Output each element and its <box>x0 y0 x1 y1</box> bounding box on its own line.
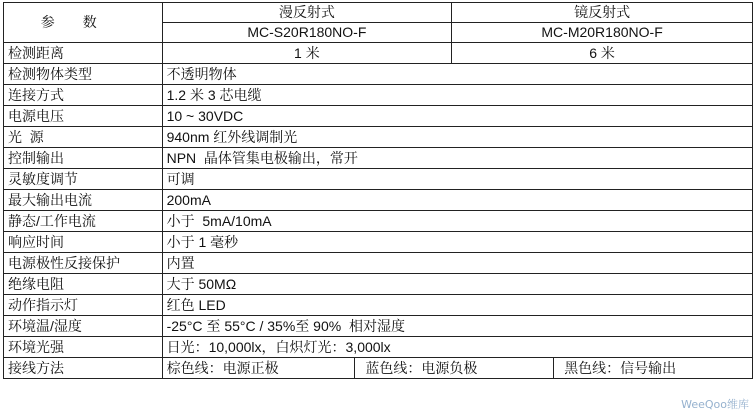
blue-wire-text: 蓝色线：电源负极 <box>355 358 554 378</box>
row-label: 电源电压 <box>4 106 163 127</box>
diffuse-distance-cell: 1 米 <box>162 43 452 64</box>
row-label: 动作指示灯 <box>4 295 163 316</box>
row-label: 环境光强 <box>4 337 163 358</box>
table-row <box>4 64 753 85</box>
table-row <box>4 127 753 148</box>
table-row <box>4 211 753 232</box>
row-value: 内置 <box>162 253 752 274</box>
row-label: 灵敏度调节 <box>4 169 163 190</box>
row-value: 不透明物体 <box>162 64 752 85</box>
row-value: 小于 1 毫秒 <box>162 232 752 253</box>
brown-wire-text: 棕色线：电源正极 <box>163 358 356 378</box>
table-row <box>4 232 753 253</box>
row-value: 940nm 红外线调制光 <box>162 127 752 148</box>
wiring-group <box>163 358 752 378</box>
black-wire-text: 黑色线：信号输出 <box>564 360 677 376</box>
mirror-type-header: 镜反射式 <box>452 3 753 23</box>
row-value: 小于 5mA/10mA <box>162 211 752 232</box>
table-row-wiring <box>4 358 753 379</box>
table-row <box>4 106 753 127</box>
row-label: 检测距离 <box>4 43 163 64</box>
table-row <box>4 295 753 316</box>
row-value: NPN 晶体管集电极输出，常开 <box>162 148 752 169</box>
row-label: 响应时间 <box>4 232 163 253</box>
param-header-cell: 参数 <box>4 3 163 43</box>
row-label: 绝缘电阻 <box>4 274 163 295</box>
row-label: 接线方法 <box>4 358 163 379</box>
row-value: 日光：10,000lx，白炽灯光：3,000lx <box>162 337 752 358</box>
row-label: 最大输出电流 <box>4 190 163 211</box>
row-value: 10 ~ 30VDC <box>162 106 752 127</box>
row-value: -25°C 至 55°C / 35%至 90% 相对湿度 <box>162 316 752 337</box>
row-label: 控制输出 <box>4 148 163 169</box>
table-row-distance <box>4 43 753 64</box>
row-value: 200mA <box>162 190 752 211</box>
mirror-model-cell: MC-M20R180NO-F <box>452 23 753 43</box>
table-row <box>4 169 753 190</box>
row-label: 环境温/湿度 <box>4 316 163 337</box>
table-row <box>4 316 753 337</box>
table-row <box>4 274 753 295</box>
row-label: 光 源 <box>4 127 163 148</box>
watermark-logo: WeeQoo维库 <box>681 398 749 411</box>
row-value: 可调 <box>162 169 752 190</box>
mirror-distance-cell: 6 米 <box>452 43 753 64</box>
wiring-value-cell <box>162 358 752 379</box>
row-value: 1.2 米 3 芯电缆 <box>162 85 752 106</box>
table-row <box>4 148 753 169</box>
row-label: 电源极性反接保护 <box>4 253 163 274</box>
diffuse-model-cell: MC-S20R180NO-F <box>162 23 452 43</box>
row-value: 大于 50MΩ <box>162 274 752 295</box>
table-row <box>4 190 753 211</box>
diffuse-type-header: 漫反射式 <box>162 3 452 23</box>
header-row-title <box>4 3 753 23</box>
row-label: 检测物体类型 <box>4 64 163 85</box>
table-row <box>4 253 753 274</box>
table-row <box>4 337 753 358</box>
row-label: 连接方式 <box>4 85 163 106</box>
table-row <box>4 85 753 106</box>
spec-table <box>3 2 753 379</box>
row-label: 静态/工作电流 <box>4 211 163 232</box>
row-value: 红色 LED <box>162 295 752 316</box>
